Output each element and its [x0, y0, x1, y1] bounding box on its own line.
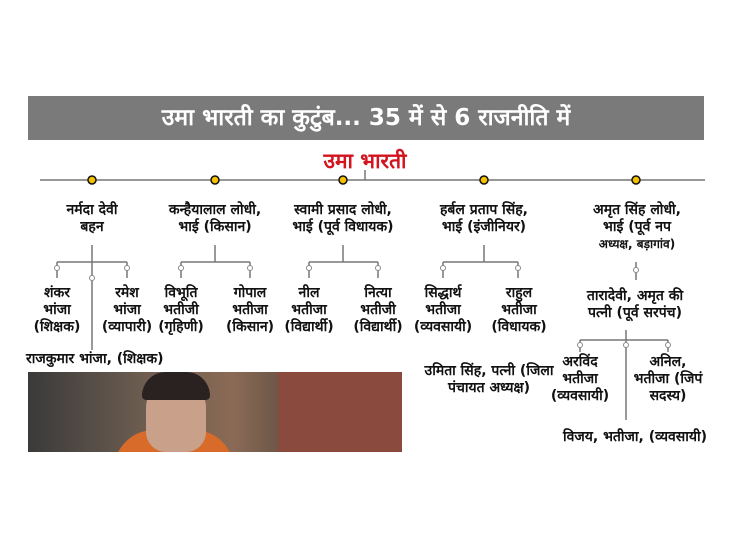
branch-5-child-1: अरविंद भतीजा (व्यवसायी) [550, 354, 610, 404]
branch-3-child-2: नित्या भतीजी (विद्यार्थी) [353, 285, 403, 335]
branch-5-extra: विजय, भतीजा, (व्यवसायी) [562, 429, 708, 445]
branch-4-name: हर्बल प्रताप सिंह, भाई (इंजीनियर) [439, 202, 529, 235]
branch-1-child-2: रमेश भांजा (व्यापारी) [101, 285, 153, 335]
branch-5-child-2: अनिल, भतीजा (जिपं सदस्य) [633, 354, 703, 404]
branch-2-child-1: विभूति भतीजी (गृहिणी) [158, 285, 204, 335]
branch-5-name: अमृत सिंह लोधी, भाई (पूर्व नप अध्यक्ष, बड़ागांव) [593, 202, 681, 251]
branch-1-extra: राजकुमार भांजा, (शिक्षक) [26, 351, 164, 367]
branch-3-child-1: नील भतीजा (विद्यार्थी) [284, 285, 334, 335]
portrait-photo [28, 372, 402, 452]
root-person: उमा भारती [323, 149, 407, 173]
branch-4-child-2: राहुल भतीजा (विधायक) [491, 285, 547, 335]
title-banner: उमा भारती का कुटुंब... 35 में से 6 राजनीति में [28, 96, 704, 140]
branch-4-extra: उमिता सिंह, पत्नी (जिला पंचायत अध्यक्ष) [424, 363, 554, 396]
branch-2-child-2: गोपाल भतीजा (किसान) [225, 285, 275, 335]
branch-5-spouse: तारादेवी, अमृत की पत्नी (पूर्व सरपंच) [586, 288, 684, 321]
branch-4-child-1: सिद्धार्थ भतीजा (व्यवसायी) [413, 285, 473, 335]
branch-1-name: नर्मदा देवी बहन [66, 202, 118, 235]
branch-1-child-1: शंकर भांजा (शिक्षक) [33, 285, 81, 335]
branch-2-name: कन्हैयालाल लोधी, भाई (किसान) [168, 202, 262, 235]
branch-3-name: स्वामी प्रसाद लोधी, भाई (पूर्व विधायक) [292, 202, 394, 235]
